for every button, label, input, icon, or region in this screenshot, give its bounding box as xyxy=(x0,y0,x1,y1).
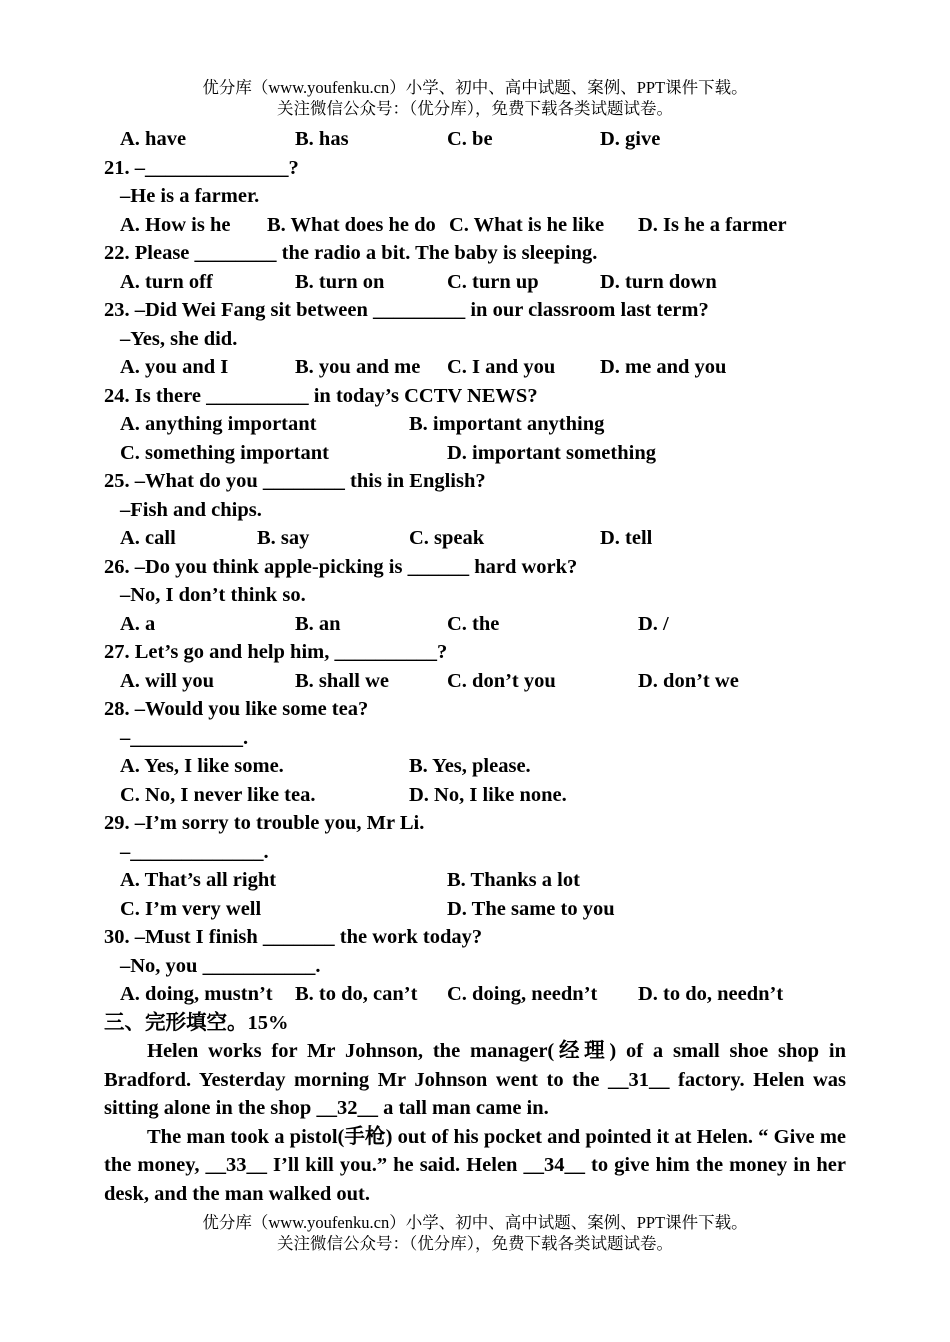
q28-stem: 28. –Would you like some tea? xyxy=(104,698,369,720)
q24-option-c: C. something important xyxy=(120,441,329,464)
q28-options-row1 xyxy=(104,752,846,781)
q20-options xyxy=(104,125,846,154)
q26-stem: 26. –Do you think apple-picking is ______ hard work? xyxy=(104,555,578,578)
q25-option-b: B. say xyxy=(257,527,310,549)
q20-option-a: A. have xyxy=(120,128,187,150)
q29-stem: 29. –I’m sorry to trouble you, Mr Li. xyxy=(104,812,425,834)
q20-option-c: C. be xyxy=(447,128,493,150)
q29-options-row1 xyxy=(104,866,846,895)
q27-option-b: B. shall we xyxy=(295,669,389,692)
q25-option-d: D. tell xyxy=(600,527,653,549)
footer-line-1: 优分库（www.youfenku.cn）小学、初中、高中试题、案例、PPT课件下载。 xyxy=(202,1213,748,1232)
footer-line-2: 关注微信公众号：（优分库），免费下载各类试题试卷。 xyxy=(277,1234,673,1253)
q26-option-a: A. a xyxy=(120,612,156,635)
q26-option-c: C. the xyxy=(447,612,500,635)
q24-option-d: D. important something xyxy=(447,441,656,464)
q23-options xyxy=(104,353,846,382)
q21-option-b: B. What does he do xyxy=(267,213,436,236)
exam-content xyxy=(104,125,846,1208)
passage-paragraph-1-text: Helen works for Mr Johnson, the manager(经理) of a small shoe shop in Bradford. Yesterday morning Mr Johnson went to the __31__ factory. Helen was sitting alone in the shop __32__ a tall man came in. xyxy=(104,1040,846,1119)
q30-option-a: A. doing, mustn’t xyxy=(120,983,273,1005)
q28-options-row2 xyxy=(104,781,846,810)
q23-reply: –Yes, she did. xyxy=(120,327,238,350)
q21-stem: 21. –______________? xyxy=(104,156,299,179)
page-footer xyxy=(0,1212,950,1254)
q28-option-c: C. No, I never like tea. xyxy=(120,783,316,806)
page-header xyxy=(0,77,950,119)
q26-reply: –No, I don’t think so. xyxy=(120,584,306,606)
q23-option-c: C. I and you xyxy=(447,356,556,378)
passage-paragraph-2-text: The man took a pistol(手枪) out of his pocket and pointed it at Helen. “ Give me the money, __33__ I’ll kill you.” he said. Helen __34__ to give him the money in her desk, and the man walked out. xyxy=(104,1125,846,1205)
header-line-2: 关注微信公众号：（优分库），免费下载各类试题试卷。 xyxy=(277,99,673,118)
q26-option-d: D. / xyxy=(638,612,669,635)
q25-reply: –Fish and chips. xyxy=(120,498,262,521)
q27-stem: 27. Let’s go and help him, __________? xyxy=(104,641,448,663)
q27-options xyxy=(104,667,846,696)
q30-option-b: B. to do, can’t xyxy=(295,983,418,1005)
q30-options xyxy=(104,980,846,1009)
q29-reply: –_____________. xyxy=(120,840,269,863)
q29-option-c: C. I’m very well xyxy=(120,897,262,920)
q25-option-a: A. call xyxy=(120,527,176,549)
header-line-1: 优分库（www.youfenku.cn）小学、初中、高中试题、案例、PPT课件下载。 xyxy=(202,78,748,97)
q23-option-b: B. you and me xyxy=(295,356,421,378)
q28-reply: –___________. xyxy=(120,726,249,749)
q28-option-a: A. Yes, I like some. xyxy=(120,755,284,777)
q26-option-b: B. an xyxy=(295,612,341,635)
q21-option-d: D. Is he a farmer xyxy=(638,213,787,236)
q20-option-d: D. give xyxy=(600,128,661,150)
section3-title: 三、完形填空。15% xyxy=(104,1011,289,1034)
passage-paragraph-1 xyxy=(104,1037,846,1123)
q24-options-row2 xyxy=(104,439,846,468)
q25-options xyxy=(104,524,846,553)
q21-option-a: A. How is he xyxy=(120,213,231,236)
q28-option-d: D. No, I like none. xyxy=(409,783,567,806)
q27-option-a: A. will you xyxy=(120,669,214,692)
q29-option-b: B. Thanks a lot xyxy=(447,869,580,891)
q29-options-row2 xyxy=(104,895,846,924)
q21-options xyxy=(104,211,846,240)
q22-option-c: C. turn up xyxy=(447,270,539,293)
q26-options xyxy=(104,610,846,639)
q21-option-c: C. What is he like xyxy=(449,213,605,236)
q24-stem: 24. Is there __________ in today’s CCTV NEWS? xyxy=(104,384,538,407)
q24-option-a: A. anything important xyxy=(120,413,317,435)
q30-option-c: C. doing, needn’t xyxy=(447,983,598,1005)
q22-stem: 22. Please ________ the radio a bit. The baby is sleeping. xyxy=(104,242,598,264)
q27-option-d: D. don’t we xyxy=(638,669,739,692)
q21-reply: –He is a farmer. xyxy=(120,185,260,207)
q30-stem: 30. –Must I finish _______ the work today? xyxy=(104,926,483,948)
q24-option-b: B. important anything xyxy=(409,413,605,435)
q27-option-c: C. don’t you xyxy=(447,669,556,692)
q30-option-d: D. to do, needn’t xyxy=(638,983,784,1005)
passage-paragraph-2 xyxy=(104,1123,846,1209)
q22-option-b: B. turn on xyxy=(295,270,385,293)
q23-option-a: A. you and I xyxy=(120,356,229,378)
q24-options-row1 xyxy=(104,410,846,439)
q29-option-d: D. The same to you xyxy=(447,897,615,920)
q28-option-b: B. Yes, please. xyxy=(409,755,531,777)
q20-option-b: B. has xyxy=(295,128,349,150)
q25-stem: 25. –What do you ________ this in English? xyxy=(104,470,486,492)
q22-options xyxy=(104,268,846,297)
q29-option-a: A. That’s all right xyxy=(120,869,277,891)
q22-option-a: A. turn off xyxy=(120,270,213,293)
q22-option-d: D. turn down xyxy=(600,270,717,293)
q23-stem: 23. –Did Wei Fang sit between _________ in our classroom last term? xyxy=(104,299,709,321)
q30-reply: –No, you ___________. xyxy=(120,954,321,977)
q25-option-c: C. speak xyxy=(409,527,485,549)
q23-option-d: D. me and you xyxy=(600,356,727,378)
